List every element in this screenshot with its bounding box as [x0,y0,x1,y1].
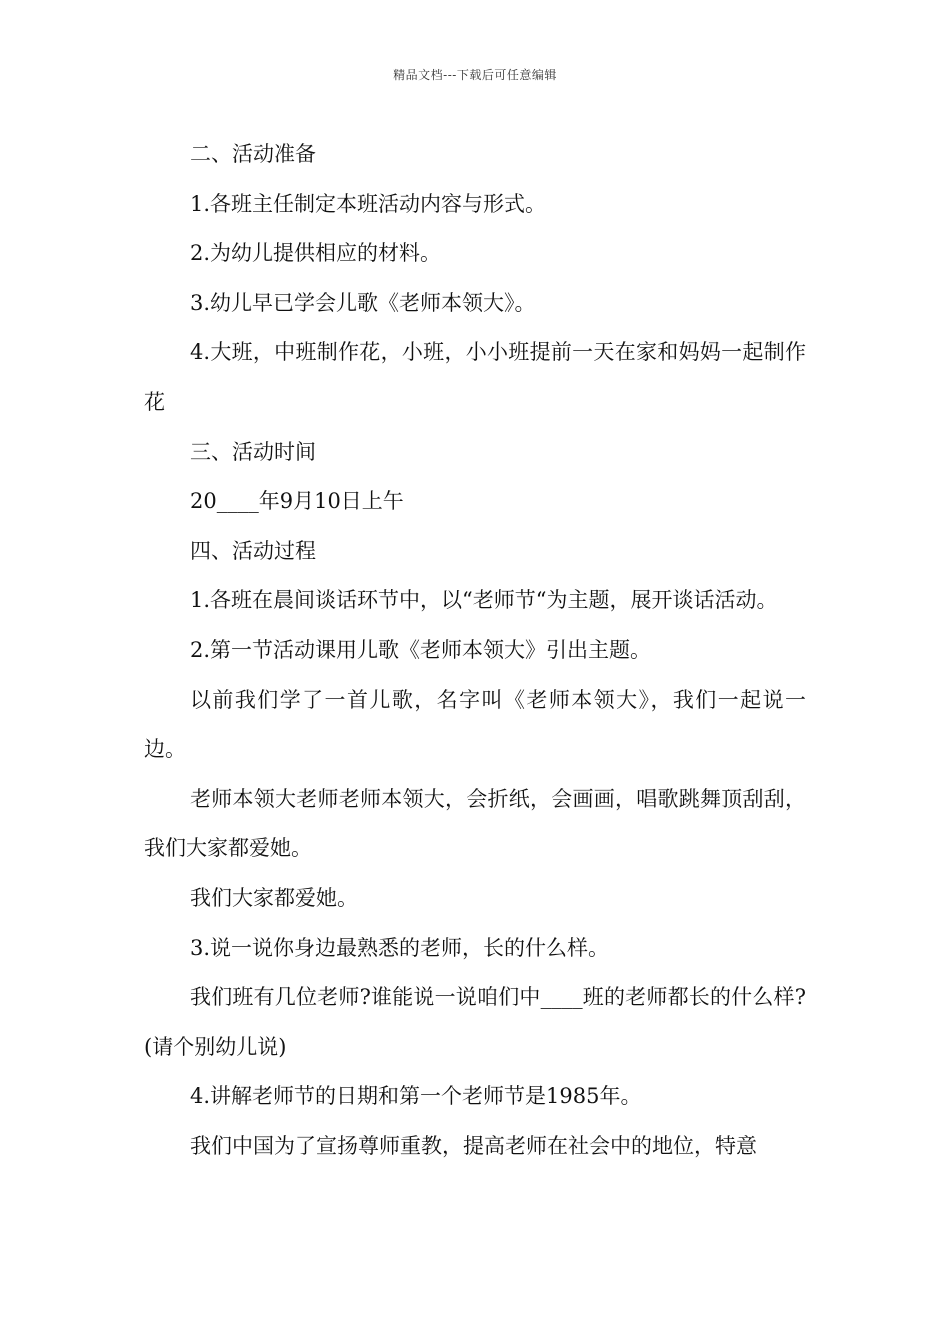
section-heading-time: 三、活动时间 [190,439,316,464]
paragraph: 4.大班，中班制作花，小班，小小班提前一天在家和妈妈一起制作花 [144,340,806,414]
section-heading-process: 四、活动过程 [190,538,316,563]
document-body [144,130,806,1171]
paragraph: 2.第一节活动课用儿歌《老师本领大》引出主题。 [190,637,652,662]
paragraph: 老师本领大老师老师本领大，会折纸，会画画，唱歌跳舞顶刮刮，我们大家都爱她。 [144,786,806,861]
paragraph: 3.幼儿早已学会儿歌《老师本领大》。 [190,290,536,315]
paragraph: 以前我们学了一首儿歌，名字叫《老师本领大》，我们一起说一边。 [144,687,806,762]
paragraph: 3.说一说你身边最熟悉的老师，长的什么样。 [190,935,610,960]
section-heading-preparation: 二、活动准备 [190,142,316,166]
paragraph: 1.各班主任制定本班活动内容与形式。 [190,191,547,216]
paragraph: 我们中国为了宣扬尊师重教，提高老师在社会中的地位，特意 [190,1133,757,1158]
paragraph: 20____年9月10日上午 [190,489,404,514]
paragraph: 4.讲解老师节的日期和第一个老师节是1985年。 [190,1084,642,1109]
paragraph: 我们大家都爱她。 [190,885,358,910]
paragraph: 1.各班在晨间谈话环节中，以“老师节“为主题，展开谈话活动。 [190,588,778,613]
paragraph: 我们班有几位老师?谁能说一说咱们中____班的老师都长的什么样?(请个别幼儿说) [144,985,806,1059]
paragraph: 2.为幼儿提供相应的材料。 [190,241,442,266]
page-header: 精品文档---下载后可任意编辑 [393,68,557,82]
